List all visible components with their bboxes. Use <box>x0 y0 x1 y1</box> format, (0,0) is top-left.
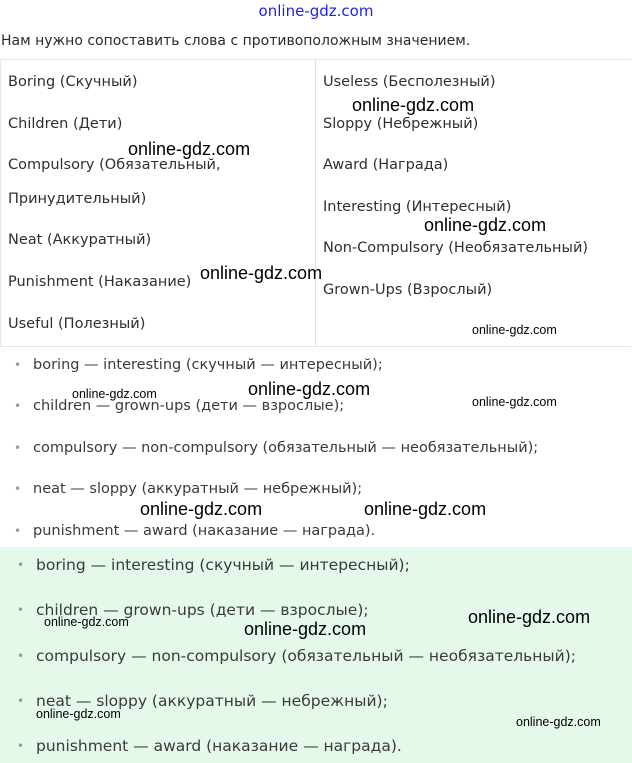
list-item: • compulsory — non-compulsory (обязательный — необязательный); <box>14 440 539 456</box>
watermark: online-gdz.com <box>472 395 557 409</box>
table-right-item: Non-Compulsory (Необязательный) <box>323 240 589 256</box>
table-right-item: Award (Награда) <box>323 157 449 173</box>
watermark: online-gdz.com <box>364 499 487 519</box>
watermark: online-gdz.com <box>468 607 591 627</box>
bullet-icon: • <box>17 694 25 708</box>
table-left-item: Children (Дети) <box>8 116 123 132</box>
list-item: • punishment — award (наказание — награда). <box>17 737 402 755</box>
list-item: • neat — sloppy (аккуратный — небрежный); <box>14 481 363 497</box>
bullet-icon: • <box>17 603 25 617</box>
watermark: online-gdz.com <box>424 215 547 235</box>
bullet-icon: • <box>17 649 25 663</box>
list-item: • compulsory — non-compulsory (обязательный — необязательный); <box>17 647 577 665</box>
table-right-item: Sloppy (Небрежный) <box>323 116 479 132</box>
watermark: online-gdz.com <box>128 139 251 159</box>
table-left-item: Punishment (Наказание) <box>8 274 192 290</box>
table-right-item: Interesting (Интересный) <box>323 199 512 215</box>
bullet-icon: • <box>14 441 22 455</box>
list-item: • children — grown-ups (дети — взрослые); <box>14 398 345 414</box>
list-item: • boring — interesting (скучный — интересный); <box>17 556 410 574</box>
bullet-icon: • <box>14 524 22 538</box>
watermark: online-gdz.com <box>248 379 371 399</box>
bullet-icon: • <box>14 482 22 496</box>
list-item: • punishment — award (наказание — награда). <box>14 523 376 539</box>
bullet-icon: • <box>14 358 22 372</box>
watermark: online-gdz.com <box>244 619 367 639</box>
bullet-icon: • <box>17 558 25 572</box>
watermark: online-gdz.com <box>200 263 323 283</box>
table-right-item: Useless (Бесполезный) <box>323 74 496 90</box>
watermark: online-gdz.com <box>516 715 601 729</box>
bullet-icon: • <box>17 739 25 753</box>
table-right-item: Grown-Ups (Взрослый) <box>323 282 493 298</box>
table-left-item: Neat (Аккуратный) <box>8 232 152 248</box>
watermark: online-gdz.com <box>352 95 475 115</box>
table-left-item: Принудительный) <box>8 191 147 207</box>
watermark: online-gdz.com <box>44 615 129 629</box>
list-item: • boring — interesting (скучный — интересный); <box>14 357 383 373</box>
watermark: online-gdz.com <box>472 323 557 337</box>
table-left-item: Useful (Полезный) <box>8 316 146 332</box>
table-left-item: Compulsory (Обязательный, <box>8 157 221 173</box>
watermark: online-gdz.com <box>36 707 121 721</box>
list-item: • neat — sloppy (аккуратный — небрежный); <box>17 692 388 710</box>
table-divider <box>315 59 316 347</box>
watermark: online-gdz.com <box>140 499 263 519</box>
table-left-item: Boring (Скучный) <box>8 74 138 90</box>
list-item: • children — grown-ups (дети — взрослые); <box>17 601 369 619</box>
site-header-link[interactable]: online-gdz.com <box>258 2 374 20</box>
bullet-icon: • <box>14 399 22 413</box>
watermark: online-gdz.com <box>72 387 157 401</box>
intro-text: Нам нужно сопоставить слова с противоположным значением. <box>1 33 471 49</box>
